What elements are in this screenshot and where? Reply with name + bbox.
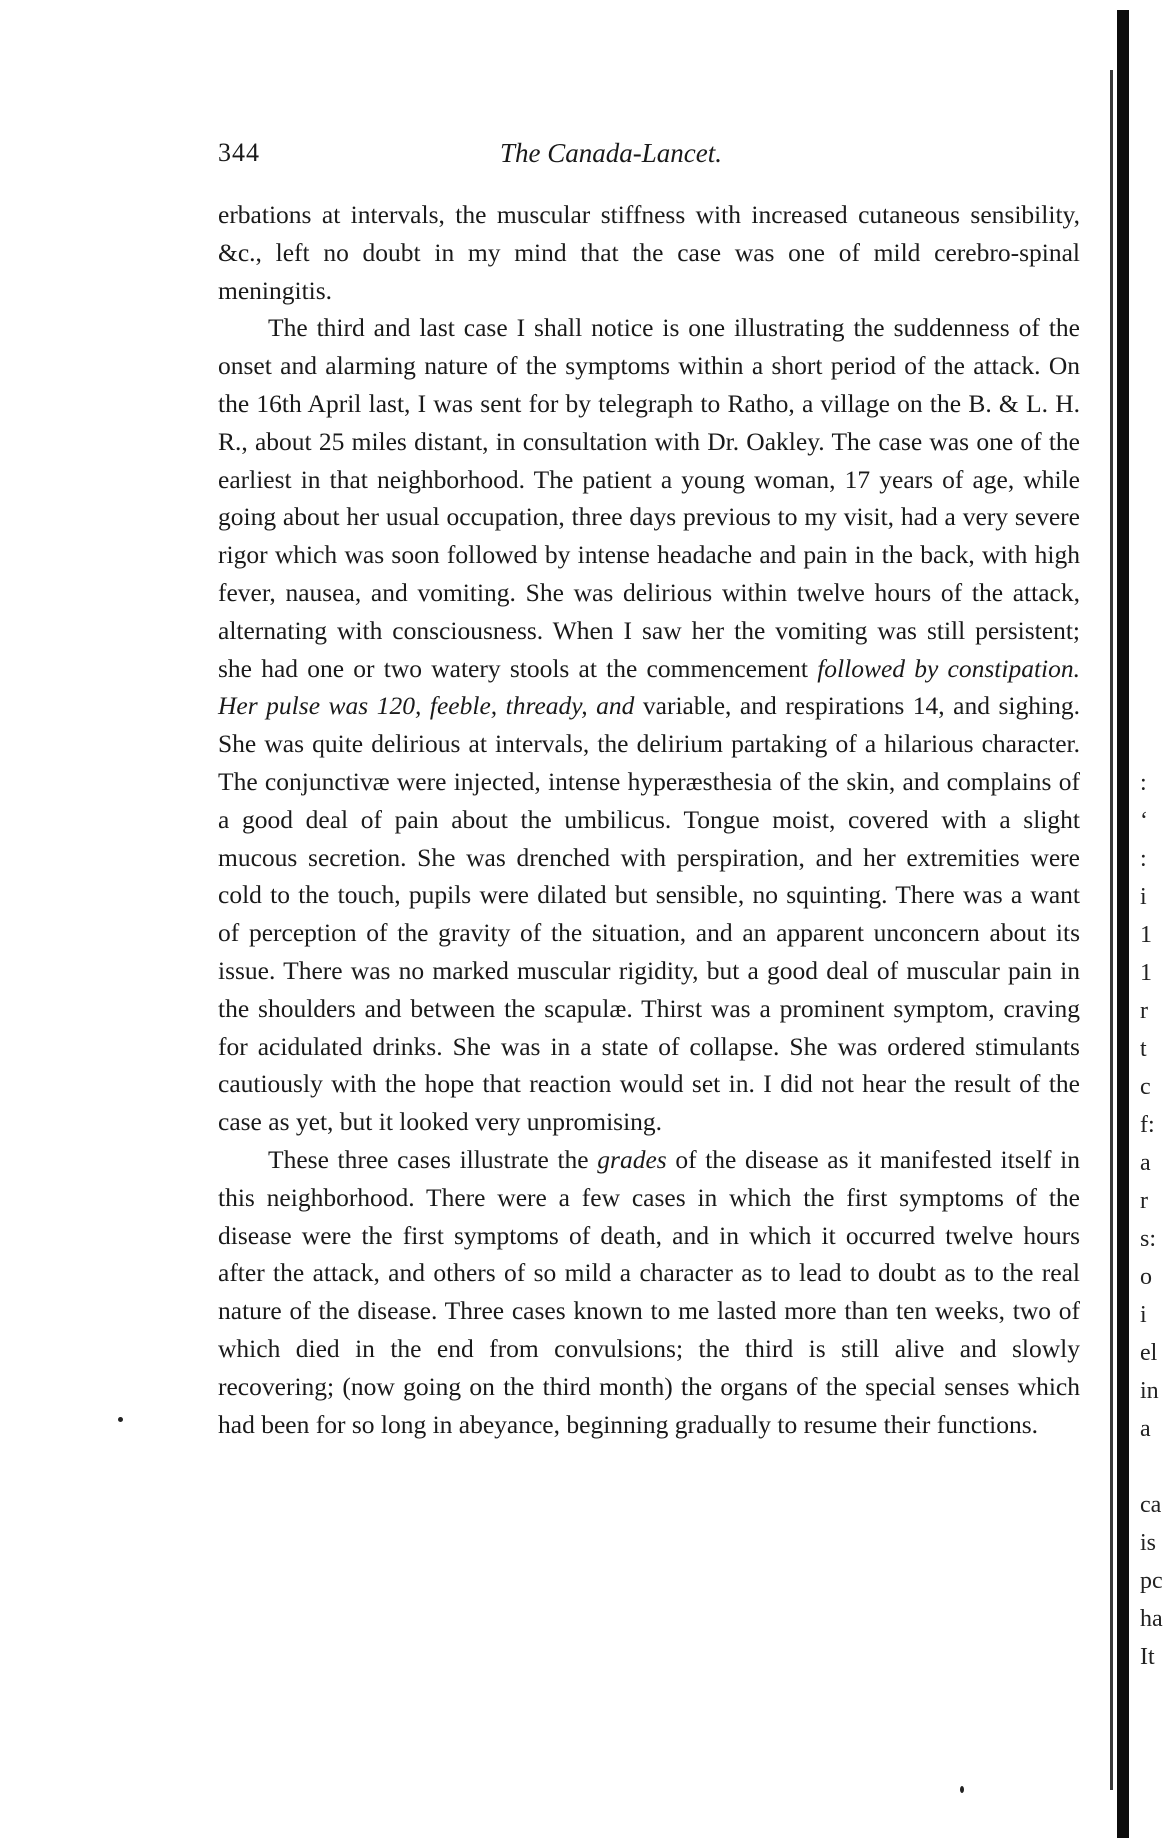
facing-fragment: el [1140, 1340, 1158, 1366]
binding-edge [1117, 10, 1129, 1838]
running-header [218, 138, 1098, 178]
page-number: 344 [218, 138, 260, 167]
facing-fragment: 1 [1140, 960, 1152, 986]
paragraph-1-text: erbations at intervals, the muscular stiffness with increased cutaneous sensibility, &c., left no doubt in my mind that the case was one of mild cerebro-spinal meningitis. [218, 200, 1080, 305]
facing-fragment: It [1140, 1644, 1155, 1670]
running-title: The Canada-Lancet. [500, 138, 722, 168]
facing-fragment: c [1140, 1074, 1151, 1100]
paragraph-1 [218, 196, 1080, 309]
facing-fragment: s: [1140, 1226, 1157, 1252]
binding-shadow [1110, 70, 1113, 1790]
facing-fragment: o [1140, 1264, 1152, 1290]
facing-fragment: i [1140, 884, 1147, 910]
facing-fragment: a [1140, 1416, 1151, 1442]
paragraph-3-text-after: of the disease as it manifested itself in this neighborhood. There were a few cases in which the first symptoms of the disease were the first symptoms of death, and in which it occurred twelve hours after the attack, and others of so mild a character as to lead to doubt as to the real nature of the disease. Three cases known to me lasted more than ten weeks, two of which died in the end from convulsions; the third is still alive and slowly recovering; (now going on the third month) the organs of the special senses which had been for so long in abeyance, beginning gradually to resume their functions. [218, 1144, 1080, 1439]
facing-fragment: 1 [1140, 922, 1152, 948]
paragraph-3-italic: grades [597, 1144, 667, 1174]
facing-fragment: t [1140, 1036, 1147, 1062]
facing-fragment: ha [1140, 1606, 1163, 1632]
paragraph-2 [218, 309, 1080, 1141]
facing-fragment: in [1140, 1378, 1159, 1404]
paragraph-2-text-after: variable, and respirations 14, and sighing. She was quite delirious at intervals, the delirium partaking of a hilarious character. The conjunctivæ were injected, intense hyperæsthesia of the skin, and complains of a good deal of pain about the umbilicus. Tongue moist, covered with a slight mucous secretion. She was drenched with perspiration, and her extremities were cold to the touch, pupils were dilated but sensible, no squinting. There was a want of perception of the gravity of the situation, and an apparent unconcern about its issue. There was no marked muscular rigidity, but a good deal of muscular pain in the shoulders and between the scapulæ. Thirst was a prominent symptom, craving for acidulated drinks. She was in a state of collapse. She was ordered stimulants cautiously with the hope that reaction would set in. I did not hear the result of the case as yet, but it looked very unpromising. [218, 691, 1080, 1137]
paragraph-2-text-before: The third and last case I shall notice is one illustrating the suddenness of the onset and alarming nature of the symptoms within a short period of the attack. On the 16th April last, I was sent for by telegraph to Ratho, a village on the B. & L. H. R., about 25 miles distant, in consultation with Dr. Oakley. The case was one of the earliest in that neighborhood. The patient a young woman, 17 years of age, while going about her usual occupation, three days previous to my visit, had a very severe rigor which was soon followed by intense headache and pain in the back, with high fever, nausea, and vomiting. She was delirious within twelve hours of the attack, alternating with consciousness. When I saw her the vomiting was still persistent; she had one or two watery stools at the commencement [218, 313, 1080, 683]
facing-fragment: is [1140, 1530, 1157, 1556]
facing-page-fragments [1140, 0, 1163, 1838]
facing-fragment: ‘ [1140, 808, 1148, 834]
facing-fragment: : [1140, 770, 1147, 796]
facing-fragment: a [1140, 1150, 1151, 1176]
facing-fragment: r [1140, 1188, 1148, 1214]
stray-ink-dot [960, 1786, 964, 1793]
stray-ink-dot [118, 1417, 123, 1422]
paragraph-2-italic: followed by constipation. Her pulse was 120, feeble, thready, and [218, 653, 1080, 721]
article-body [218, 196, 1080, 1443]
facing-fragment: pc [1140, 1568, 1163, 1594]
facing-fragment: f: [1140, 1112, 1155, 1138]
paragraph-3 [218, 1141, 1080, 1443]
facing-fragment: ca [1140, 1492, 1162, 1518]
facing-fragment: r [1140, 998, 1148, 1024]
paragraph-3-text-before: These three cases illustrate the [268, 1144, 598, 1174]
facing-fragment: : [1140, 846, 1147, 872]
facing-fragment: i [1140, 1302, 1147, 1328]
